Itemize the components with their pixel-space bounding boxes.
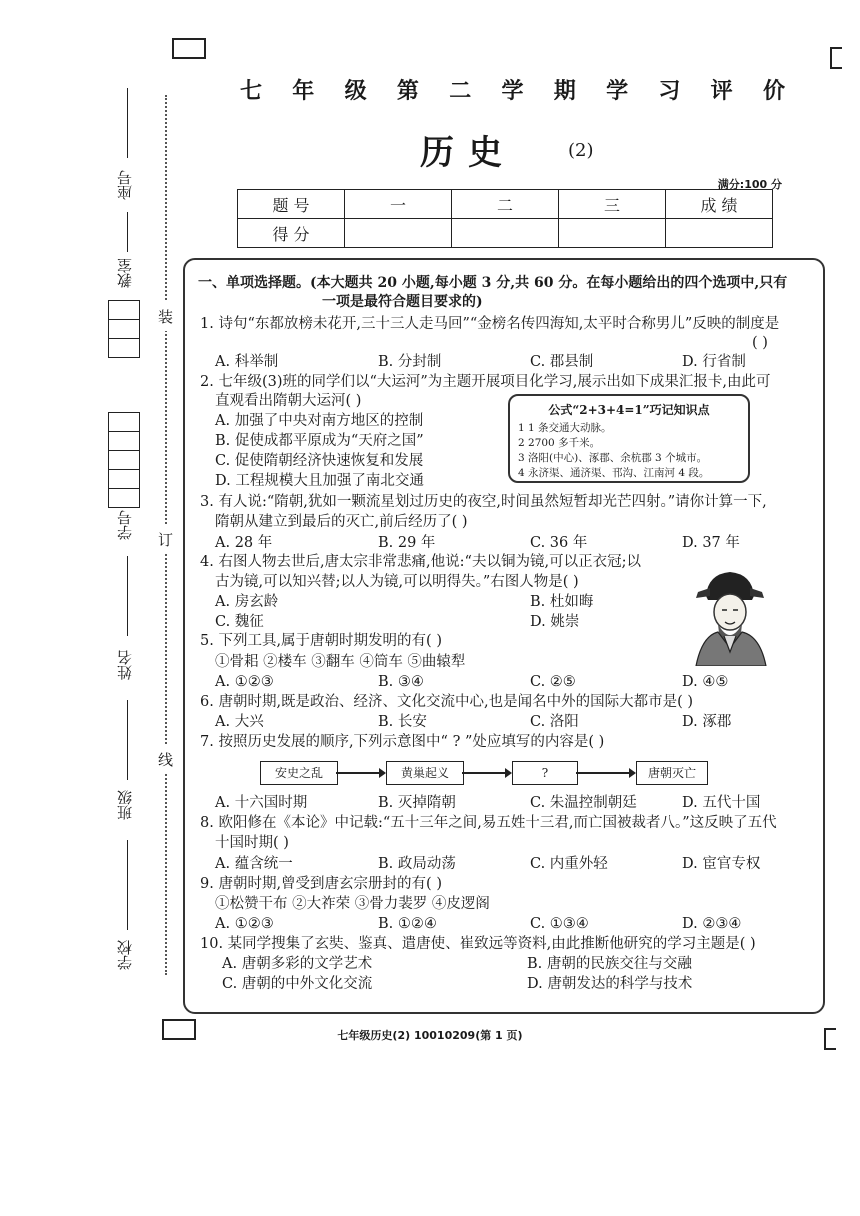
- q9-option-d[interactable]: D. ②③④: [682, 916, 742, 932]
- knowledge-card-line: 3 洛阳(中心)、涿郡、余杭郡 3 个城市。: [518, 452, 708, 464]
- subject-number: (2): [568, 140, 594, 161]
- flow-arrow: [336, 772, 384, 774]
- name-label: 姓名: [116, 650, 134, 680]
- registration-mark-top-right: [830, 47, 842, 69]
- knowledge-card-title: 公式“2+3+4=1”巧记知识点: [548, 403, 710, 417]
- q9-stem: 9. 唐朝时期,曾受到唐玄宗册封的有( ): [200, 876, 442, 892]
- full-score: 满分:100 分: [717, 178, 782, 191]
- q3-stem: 3. 有人说:“隋朝,犹如一颗流星划过历史的夜空,时间虽然短暂却光芒四射。”请你计算一下,: [200, 494, 767, 510]
- q4-option-c[interactable]: C. 魏征: [215, 614, 264, 630]
- q7-option-a[interactable]: A. 十六国时期: [215, 795, 308, 811]
- q2-option-a[interactable]: A. 加强了中央对南方地区的控制: [215, 413, 424, 429]
- flow-box-huang-chao-uprising: 黄巢起义: [386, 761, 464, 785]
- knowledge-card-line: 2 2700 多千米。: [518, 437, 601, 449]
- q3-option-c[interactable]: C. 36 年: [530, 535, 588, 551]
- q9-option-a[interactable]: A. ①②③: [215, 916, 274, 932]
- registration-mark-top-left: [172, 38, 206, 59]
- flow-box-unknown: ?: [512, 761, 578, 785]
- score-cell: 二: [452, 190, 559, 219]
- school-label: 学校: [116, 940, 134, 970]
- q4-option-d[interactable]: D. 姚崇: [530, 614, 580, 630]
- title-char: 级: [344, 78, 367, 104]
- room-label: 教室: [116, 258, 134, 288]
- wei-zheng-portrait: [688, 566, 772, 666]
- q2-stem-cont: 直观看出隋朝大运河( ): [215, 393, 362, 409]
- score-input-cell[interactable]: [666, 219, 773, 248]
- q6-option-d[interactable]: D. 涿郡: [682, 714, 732, 730]
- exam-title: [240, 74, 785, 105]
- binding-char-xian: 线: [158, 745, 173, 774]
- knowledge-card: [508, 394, 750, 483]
- q1-option-c[interactable]: C. 郡县制: [530, 354, 594, 370]
- knowledge-card-line: 4 永济渠、通济渠、邗沟、江南河 4 段。: [518, 467, 710, 479]
- q5-option-b[interactable]: B. ③④: [378, 674, 424, 690]
- q8-option-d[interactable]: D. 宦官专权: [682, 856, 761, 872]
- q6-option-b[interactable]: B. 长安: [378, 714, 427, 730]
- flow-arrow: [462, 772, 510, 774]
- q5-stem: 5. 下列工具,属于唐朝时期发明的有( ): [200, 633, 442, 649]
- title-char: 第: [396, 78, 419, 104]
- title-char: 二: [449, 78, 472, 104]
- score-input-cell[interactable]: [345, 219, 452, 248]
- q8-stem: 8. 欧阳修在《本论》中记载:“五十三年之间,易五姓十三君,而亡国被裁者八。”这反映了五代: [200, 815, 777, 831]
- q8-option-a[interactable]: A. 蕴含统一: [215, 856, 293, 872]
- student-number-line: [127, 556, 128, 636]
- q2-option-b[interactable]: B. 促使成都平原成为“天府之国”: [215, 433, 424, 449]
- subject-title: 历史: [420, 133, 516, 173]
- q6-option-c[interactable]: C. 洛阳: [530, 714, 579, 730]
- q9-option-b[interactable]: B. ①②④: [378, 916, 437, 932]
- q7-option-c[interactable]: C. 朱温控制朝廷: [530, 795, 637, 811]
- q6-stem: 6. 唐朝时期,既是政治、经济、文化交流中心,也是闻名中外的国际大都市是( ): [200, 694, 694, 710]
- seat-line-2: [127, 212, 128, 252]
- q5-option-a[interactable]: A. ①②③: [215, 674, 274, 690]
- q10-option-c[interactable]: C. 唐朝的中外文化交流: [222, 976, 373, 992]
- name-line: [127, 700, 128, 780]
- q10-stem: 10. 某同学搜集了玄奘、鉴真、遣唐使、崔致远等资料,由此推断他研究的学习主题是( ): [200, 936, 756, 952]
- portrait-drawing: [688, 566, 772, 666]
- q5-option-c[interactable]: C. ②⑤: [530, 674, 576, 690]
- q9-items: ①松赞干布 ②大祚荣 ③骨力裴罗 ④皮逻阁: [215, 896, 490, 912]
- flow-box-an-shi-rebellion: 安史之乱: [260, 761, 338, 785]
- q6-option-a[interactable]: A. 大兴: [215, 714, 264, 730]
- q4-stem-cont: 古为镜,可以知兴替;以人为镜,可以明得失。”右图人物是( ): [215, 574, 579, 590]
- q7-option-b[interactable]: B. 灭掉隋朝: [378, 795, 456, 811]
- student-number-grid[interactable]: [108, 412, 140, 508]
- flow-box-tang-collapse: 唐朝灭亡: [636, 761, 708, 785]
- q3-stem-cont: 隋朝从建立到最后的灭亡,前后经历了( ): [215, 514, 468, 530]
- score-cell: 三: [559, 190, 666, 219]
- title-char: 评: [710, 78, 733, 104]
- title-char: 年: [292, 78, 315, 104]
- score-input-cell[interactable]: [559, 219, 666, 248]
- q4-option-b[interactable]: B. 杜如晦: [530, 594, 594, 610]
- q3-option-b[interactable]: B. 29 年: [378, 535, 436, 551]
- q8-stem-cont: 十国时期( ): [215, 835, 289, 851]
- q3-option-d[interactable]: D. 37 年: [682, 535, 740, 551]
- page-footer: 七年级历史(2) 10010209(第 1 页): [337, 1029, 523, 1042]
- title-char: 期: [553, 78, 576, 104]
- score-cell: 成 绩: [666, 190, 773, 219]
- section-heading: 一、单项选择题。(本大题共 20 小题,每小题 3 分,共 60 分。在每小题给出的四个选项中,只有: [198, 275, 788, 291]
- class-line: [127, 840, 128, 930]
- seat-number-grid[interactable]: [108, 300, 140, 358]
- q5-option-d[interactable]: D. ④⑤: [682, 674, 729, 690]
- score-cell: 一: [345, 190, 452, 219]
- seat-line: [127, 88, 128, 158]
- q4-stem: 4. 右图人物去世后,唐太宗非常悲痛,他说:“夫以铜为镜,可以正衣冠;以: [200, 554, 641, 570]
- binding-char-zhuang: 装: [158, 302, 173, 331]
- q9-option-c[interactable]: C. ①③④: [530, 916, 589, 932]
- q2-option-d[interactable]: D. 工程规模大且加强了南北交通: [215, 473, 424, 489]
- q10-option-b[interactable]: B. 唐朝的民族交往与交融: [527, 956, 692, 972]
- q10-option-a[interactable]: A. 唐朝多彩的文学艺术: [222, 956, 373, 972]
- q1-option-d[interactable]: D. 行省制: [682, 354, 746, 370]
- q3-option-a[interactable]: A. 28 年: [215, 535, 273, 551]
- flow-arrow: [576, 772, 634, 774]
- score-cell: 得 分: [238, 219, 345, 248]
- section-heading-cont: 一项是最符合题目要求的): [322, 294, 483, 310]
- score-input-cell[interactable]: [452, 219, 559, 248]
- q5-items: ①骨耜 ②楼车 ③翻车 ④筒车 ⑤曲辕犁: [215, 654, 466, 670]
- q1-answer-paren[interactable]: ( ): [752, 335, 768, 351]
- title-char: 价: [762, 78, 785, 104]
- title-char: 习: [658, 78, 681, 104]
- title-char: 学: [606, 78, 629, 104]
- q7-option-d[interactable]: D. 五代十国: [682, 795, 761, 811]
- knowledge-card-line: 1 1 条交通大动脉。: [518, 422, 612, 434]
- q7-stem: 7. 按照历史发展的顺序,下列示意图中“ ? ”处应填写的内容是( ): [200, 734, 605, 750]
- binding-char-ding: 订: [158, 525, 173, 554]
- q1-stem: 1. 诗句“东都放榜未花开,三十三人走马回”“金榜名传四海知,太平时合称男儿”反映的制度是: [200, 316, 780, 332]
- q8-option-c[interactable]: C. 内重外轻: [530, 856, 608, 872]
- score-table-score-row: [238, 219, 773, 248]
- score-table: [237, 189, 773, 248]
- title-char: 七: [240, 78, 263, 104]
- q1-option-a[interactable]: A. 科举制: [215, 354, 279, 370]
- q2-option-c[interactable]: C. 促使隋朝经济快速恢复和发展: [215, 453, 424, 469]
- q10-option-d[interactable]: D. 唐朝发达的科学与技术: [527, 976, 693, 992]
- q4-option-a[interactable]: A. 房玄龄: [215, 594, 279, 610]
- title-char: 学: [501, 78, 524, 104]
- score-cell: 题 号: [238, 190, 345, 219]
- q2-stem: 2. 七年级(3)班的同学们以“大运河”为主题开展项目化学习,展示出如下成果汇报卡,由此可: [200, 374, 771, 390]
- student-number-label: 学号: [116, 510, 134, 540]
- q8-option-b[interactable]: B. 政局动荡: [378, 856, 456, 872]
- score-table-header-row: [238, 190, 773, 219]
- class-label: 班级: [116, 790, 134, 820]
- q1-option-b[interactable]: B. 分封制: [378, 354, 442, 370]
- seat-label: 座号: [116, 170, 134, 200]
